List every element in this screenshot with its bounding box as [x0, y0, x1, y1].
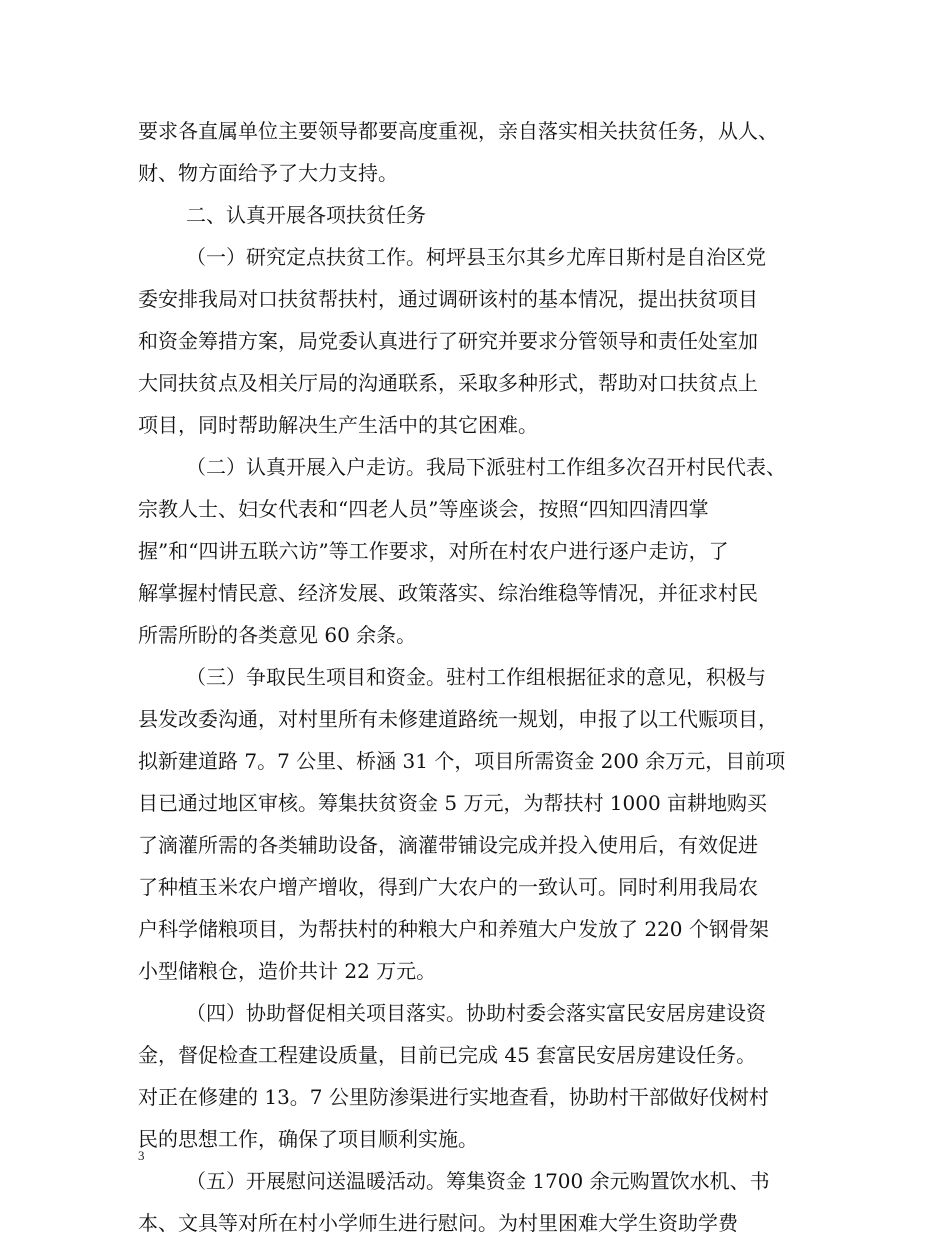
text-line: 财、物方面给予了大力支持。: [138, 161, 398, 185]
text-line: 宗教人士、妇女代表和“四老人员”等座谈会，按照“四知四清四掌: [138, 497, 709, 521]
text-line: 民的思想工作，确保了项目顺利实施。: [138, 1127, 478, 1151]
text-line: 户科学储粮项目，为帮扶村的种粮大户和养殖大户发放了 220 个钢骨架: [138, 917, 769, 941]
text-line: （三）争取民生项目和资金。驻村工作组根据征求的意见，积极与: [186, 665, 766, 689]
text-line: 对正在修建的 13。7 公里防渗渠进行实地查看，协助村干部做好伐树村: [138, 1085, 769, 1109]
text-line: （四）协助督促相关项目落实。协助村委会落实富民安居房建设资: [186, 1001, 766, 1025]
text-line: 大同扶贫点及相关厅局的沟通联系，采取多种形式，帮助对口扶贫点上: [138, 371, 758, 395]
text-line: 要求各直属单位主要领导都要高度重视，亲自落实相关扶贫任务，从人、: [138, 119, 778, 143]
text-line: （五）开展慰问送温暖活动。筹集资金 1700 余元购置饮水机、书: [186, 1169, 770, 1193]
text-line: 了滴灌所需的各类辅助设备，滴灌带铺设完成并投入使用后，有效促进: [138, 833, 758, 857]
text-line: 所需所盼的各类意见 60 余条。: [138, 623, 417, 647]
page-number: 3: [138, 1148, 145, 1163]
text-line: （二）认真开展入户走访。我局下派驻村工作组多次召开村民代表、: [186, 455, 786, 479]
text-line: 拟新建道路 7。7 公里、桥涵 31 个，项目所需资金 200 余万元，目前项: [138, 749, 786, 773]
text-line: 目已通过地区审核。筹集扶贫资金 5 万元，为帮扶村 1000 亩耕地购买: [138, 791, 768, 815]
text-line: 和资金筹措方案，局党委认真进行了研究并要求分管领导和责任处室加: [138, 329, 758, 353]
document-body: [138, 110, 818, 1244]
text-line: 县发改委沟通，对村里所有未修建道路统一规划，申报了以工代赈项目，: [138, 707, 778, 731]
text-line: 委安排我局对口扶贫帮扶村，通过调研该村的基本情况，提出扶贫项目: [138, 287, 758, 311]
text-line: 解掌握村情民意、经济发展、政策落实、综治维稳等情况，并征求村民: [138, 581, 758, 605]
text-line: 二、认真开展各项扶贫任务: [186, 203, 426, 227]
text-line: 本、文具等对所在村小学师生进行慰问。为村里困难大学生资助学费: [138, 1211, 738, 1235]
text-line: 握”和“四讲五联六访”等工作要求，对所在村农户进行逐户走访，了: [138, 539, 729, 563]
text-line: 小型储粮仓，造价共计 22 万元。: [138, 959, 437, 983]
text-line: 金，督促检查工程建设质量，目前已完成 45 套富民安居房建设任务。: [138, 1043, 757, 1067]
text-line: （一）研究定点扶贫工作。柯坪县玉尔其乡尤库日斯村是自治区党: [186, 245, 766, 269]
text-line: 项目，同时帮助解决生产生活中的其它困难。: [138, 413, 538, 437]
text-line: 了种植玉米农户增产增收，得到广大农户的一致认可。同时利用我局农: [138, 875, 758, 899]
